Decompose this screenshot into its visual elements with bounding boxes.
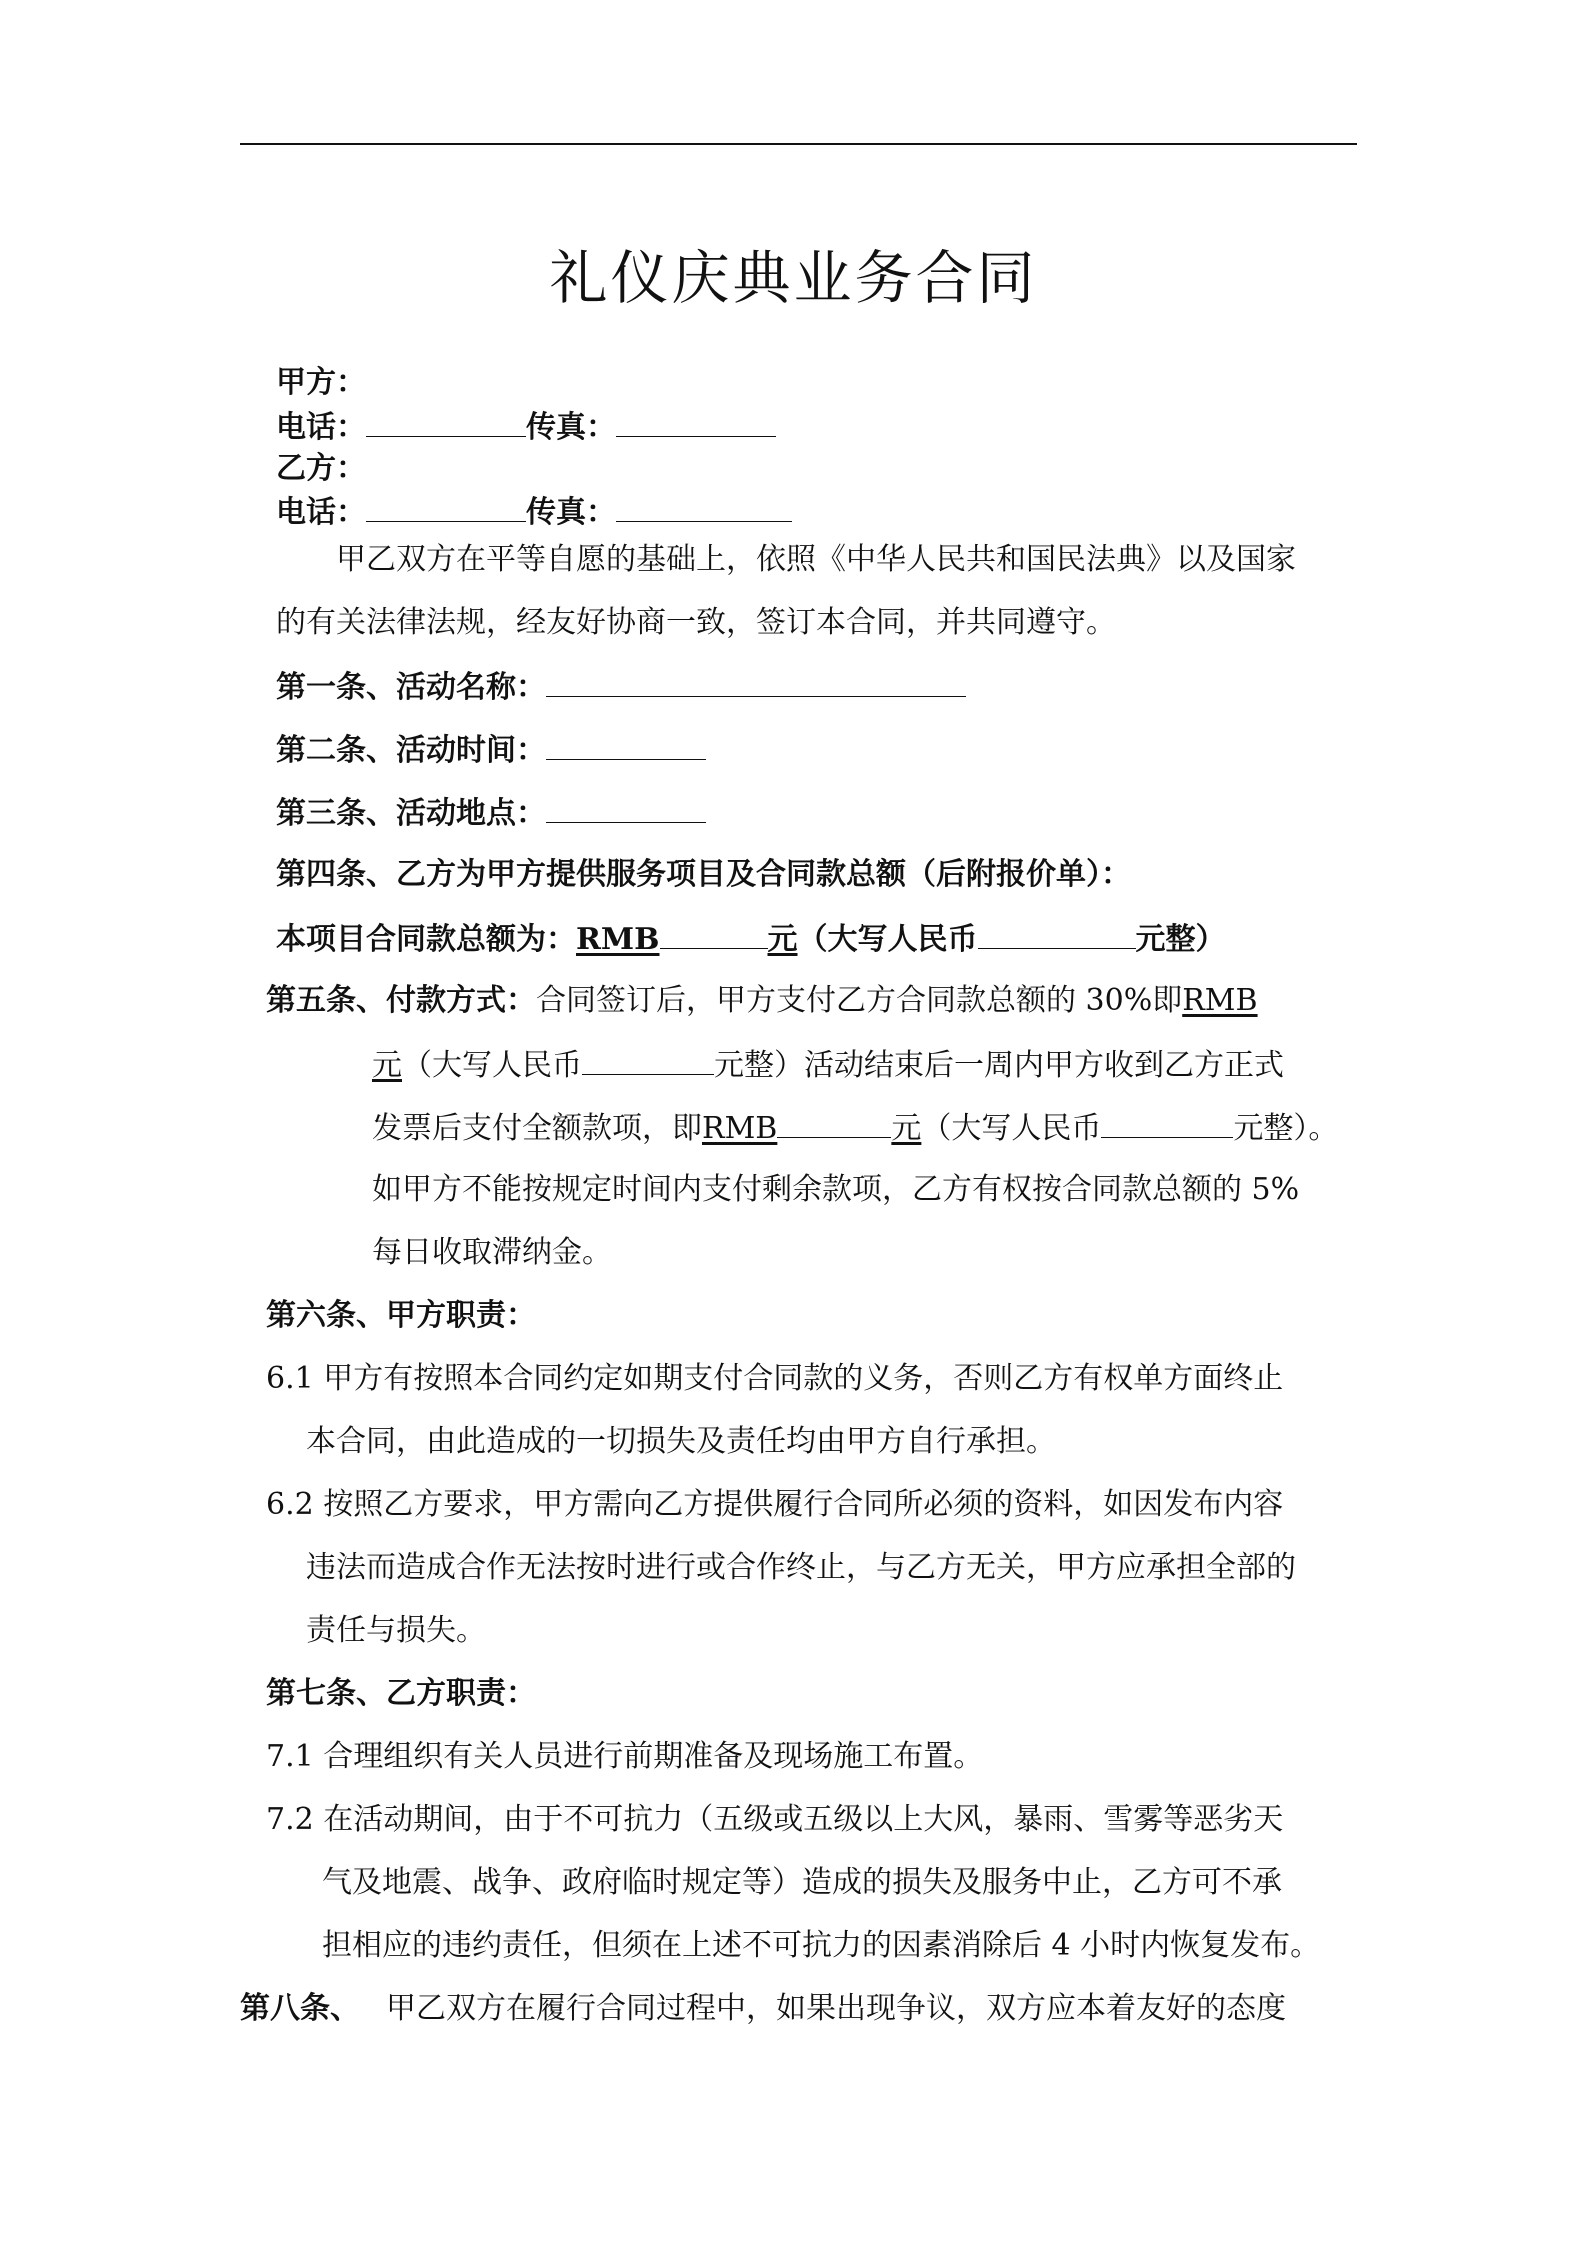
article-5-head: 第五条、付款方式： — [266, 983, 536, 1018]
party-a-label: 甲方： — [276, 365, 366, 400]
phone-a-blank[interactable] — [366, 404, 526, 437]
clause-6-2-line-1: 6.2 按照乙方要求，甲方需向乙方提供履行合同所必须的资料，如因发布内容 — [266, 1487, 1284, 1522]
article-5-text-3: 发票后支付全额款项，即 — [372, 1111, 702, 1146]
header-rule — [240, 143, 1357, 145]
article-5-big-open-1: （大写人民币 — [402, 1048, 582, 1083]
article-8-line-1 — [240, 1987, 1286, 2031]
fax-a-blank[interactable] — [616, 404, 776, 437]
article-3 — [276, 790, 706, 836]
article-5-text-1: 合同签订后，甲方支付乙方合同款总额的 30%即 — [536, 983, 1183, 1018]
clause-7-2-line-1: 7.2 在活动期间，由于不可抗力（五级或五级以上大风，暴雨、雪雾等恶劣天 — [266, 1802, 1284, 1837]
article-1-label: 第一条、活动名称： — [276, 670, 546, 705]
article-3-label: 第三条、活动地点： — [276, 796, 546, 831]
total-big-open: （大写人民币 — [797, 922, 978, 957]
article-5-rmb-2: RMB — [702, 1111, 778, 1146]
clause-7-1: 7.1 合理组织有关人员进行前期准备及现场施工布置。 — [266, 1739, 984, 1774]
fax-label: 传真： — [526, 495, 616, 530]
phone-label: 电话： — [276, 410, 366, 445]
party-a-line — [276, 361, 366, 405]
intro-line-2: 的有关法律法规，经友好协商一致，签订本合同，并共同遵守。 — [276, 605, 1116, 640]
article-2-label: 第二条、活动时间： — [276, 733, 546, 768]
article-5-big-blank-2[interactable] — [1101, 1105, 1233, 1138]
party-b-label: 乙方： — [276, 451, 366, 486]
article-5-line-5: 每日收取滞纳金。 — [372, 1235, 612, 1270]
party-b-contact-line — [276, 489, 792, 535]
article-5-amount-blank-2[interactable] — [777, 1105, 891, 1138]
article-1 — [276, 664, 966, 710]
clause-7-2-line-2: 气及地震、战争、政府临时规定等）造成的损失及服务中止，乙方可不承 — [322, 1865, 1282, 1900]
document-title: 礼仪庆典业务合同 — [549, 244, 1038, 312]
article-5-big-open-2: （大写人民币 — [921, 1111, 1102, 1146]
article-5-line-2 — [372, 1042, 1284, 1088]
clause-6-1-line-1: 6.1 甲方有按照本合同约定如期支付合同款的义务，否则乙方有权单方面终止 — [266, 1361, 1284, 1396]
article-7-head: 第七条、乙方职责： — [266, 1676, 536, 1711]
article-4: 第四条、乙方为甲方提供服务项目及合同款总额（后附报价单）： — [276, 857, 1131, 892]
article-5-text-2: 元整）活动结束后一周内甲方收到乙方正式 — [714, 1048, 1284, 1083]
total-amount-line — [276, 916, 1226, 962]
clause-6-2-line-2: 违法而造成合作无法按时进行或合作终止，与乙方无关，甲方应承担全部的 — [306, 1550, 1296, 1585]
party-a-contact-line — [276, 404, 776, 450]
total-label: 本项目合同款总额为： — [276, 922, 576, 957]
party-b-line — [276, 447, 366, 491]
activity-location-blank[interactable] — [546, 790, 706, 823]
article-2 — [276, 727, 706, 773]
article-8-text: 甲乙双方在履行合同过程中，如果出现争议，双方应本着友好的态度 — [386, 1991, 1286, 2026]
total-big-blank[interactable] — [978, 916, 1136, 949]
activity-time-blank[interactable] — [546, 727, 706, 760]
total-amount-blank[interactable] — [660, 916, 768, 949]
article-5-line-3 — [372, 1105, 1338, 1151]
article-5-rmb-1: RMB — [1182, 983, 1258, 1018]
article-5-yuan-1: 元 — [372, 1048, 402, 1083]
article-8-head: 第八条、 — [240, 1991, 360, 2026]
phone-b-blank[interactable] — [366, 489, 526, 522]
activity-name-blank[interactable] — [546, 664, 966, 697]
total-rmb: RMB — [576, 922, 660, 957]
total-yuan: 元 — [767, 922, 798, 957]
fax-label: 传真： — [526, 410, 616, 445]
article-5-yuan-2: 元 — [891, 1111, 922, 1146]
article-5-big-close-2: 元整）。 — [1233, 1111, 1339, 1146]
article-5-big-blank-1[interactable] — [582, 1042, 714, 1075]
fax-b-blank[interactable] — [616, 489, 792, 522]
clause-7-2-line-3: 担相应的违约责任，但须在上述不可抗力的因素消除后 4 小时内恢复发布。 — [322, 1928, 1321, 1963]
clause-6-2-line-3: 责任与损失。 — [306, 1613, 486, 1648]
intro-line-1: 甲乙双方在平等自愿的基础上，依照《中华人民共和国民法典》以及国家 — [336, 542, 1296, 577]
article-6-head: 第六条、甲方职责： — [266, 1298, 536, 1333]
article-5-line-1 — [266, 979, 1258, 1023]
total-big-close: 元整） — [1135, 922, 1226, 957]
article-5-line-4: 如甲方不能按规定时间内支付剩余款项，乙方有权按合同款总额的 5% — [372, 1172, 1300, 1207]
phone-label: 电话： — [276, 495, 366, 530]
clause-6-1-line-2: 本合同，由此造成的一切损失及责任均由甲方自行承担。 — [306, 1424, 1056, 1459]
